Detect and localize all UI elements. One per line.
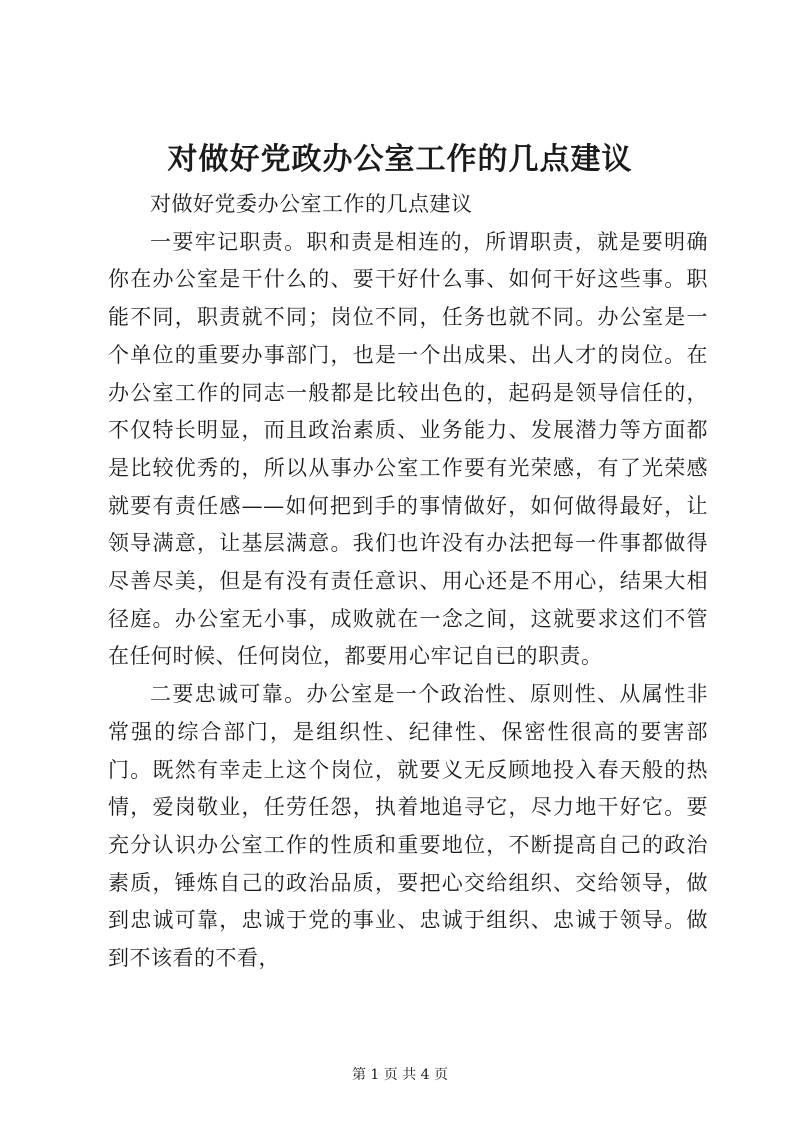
document-title: 对做好党政办公室工作的几点建议 xyxy=(167,142,633,177)
document-body xyxy=(108,186,708,978)
subtitle-paragraph: 对做好党委办公室工作的几点建议 xyxy=(150,192,473,216)
page-footer: 第 1 页 共 4 页 xyxy=(351,1067,449,1083)
paragraph-responsibility: 一要牢记职责。职和责是相连的，所谓职责，就是要明确你在办公室是干什么的、要干好什么事、如何干好这些事。职能不同，职责就不同；岗位不同，任务也就不同。办公室是一个单位的重要办事部门，也是一个出成果、出人才的岗位。在办公室工作的同志一般都是比较出色的，起码是领导信任的，不仅特长明显，而且政治素质、业务能力、发展潜力等方面都是比较优秀的，所以从事办公室工作要有光荣感，有了光荣感就要有责任感——如何把到手的事情做好，如何做得最好，让领导满意，让基层满意。我们也许没有办法把每一件事都做得尽善尽美，但是有没有责任意识、用心还是不用心，结果大相径庭。办公室无小事，成败就在一念之间，这就要求这们不管在任何时候、任何岗位，都要用心牢记自已的职责。 xyxy=(108,229,708,669)
paragraph-loyalty: 二要忠诚可靠。办公室是一个政治性、原则性、从属性非常强的综合部门，是组织性、纪律性、保密性很高的要害部门。既然有幸走上这个岗位，就要义无反顾地投入春天般的热情，爱岗敬业，任劳任怨，执着地追寻它，尽力地干好它。要充分认识办公室工作的性质和重要地位，不断提高自己的政治素质，锤炼自己的政治品质，要把心交给组织、交给领导，做到忠诚可靠，忠诚于党的事业、忠诚于组织、忠诚于领导。做到不该看的不看， xyxy=(108,682,708,971)
